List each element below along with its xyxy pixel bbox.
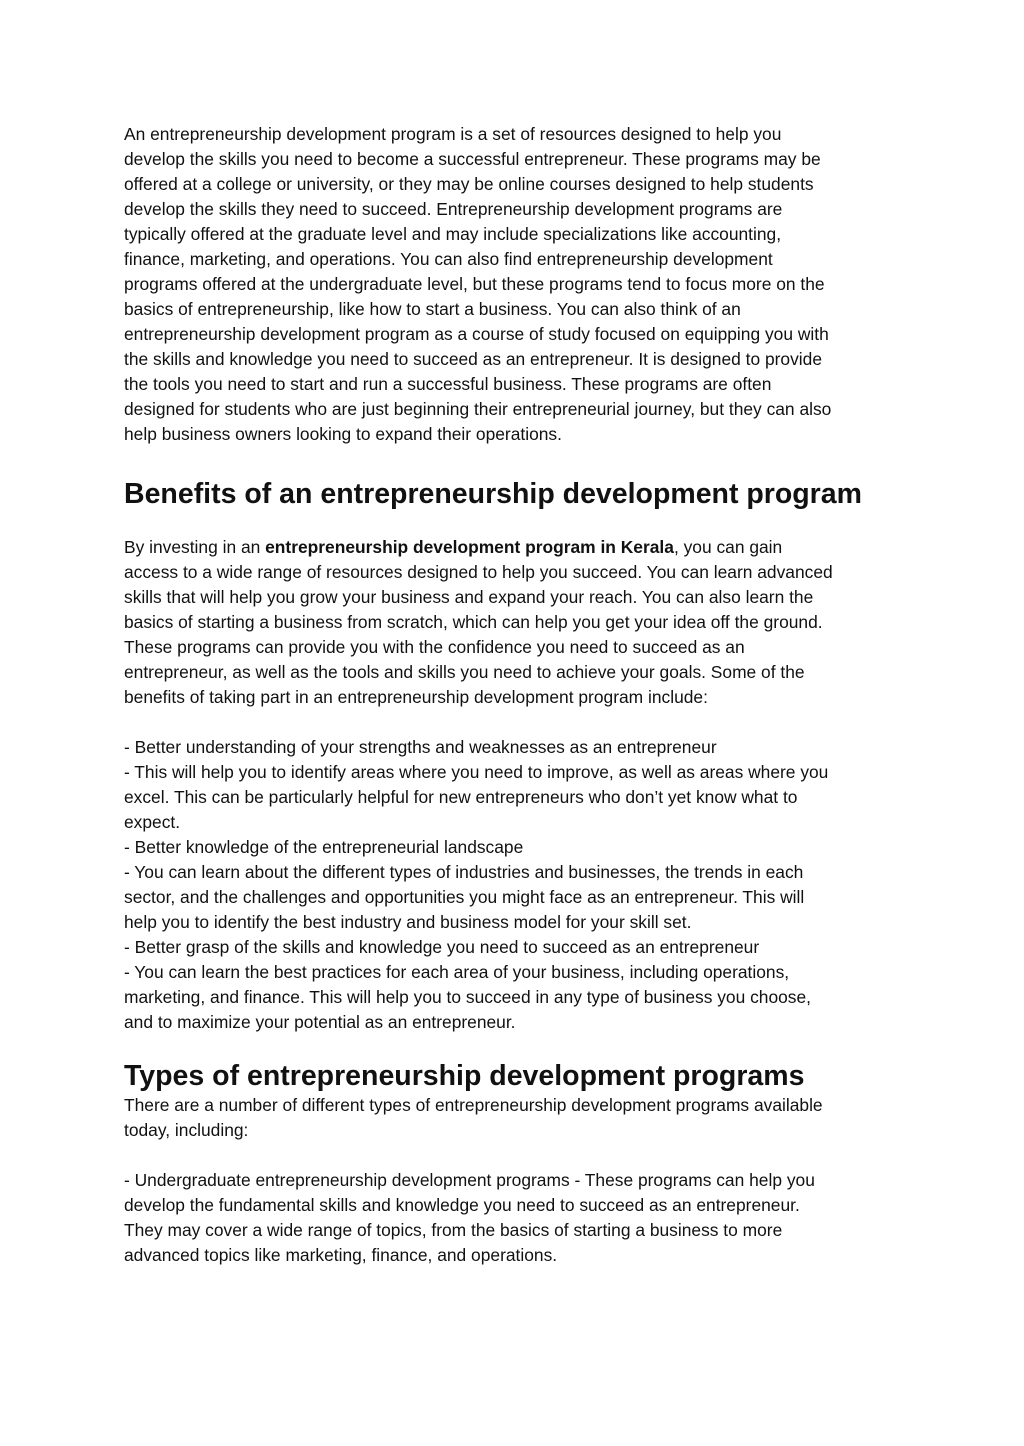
text-line: entrepreneur, as well as the tools and skills you need to achieve your goals. Some of the — [124, 662, 805, 682]
text-line: access to a wide range of resources designed to help you succeed. You can learn advanced — [124, 562, 833, 582]
list-item: - You can learn about the different types of industries and businesses, the trends in each — [124, 862, 804, 882]
text-line: typically offered at the graduate level and may include specializations like accounting, — [124, 224, 782, 244]
benefits-paragraph — [124, 535, 904, 710]
text-line — [124, 535, 904, 560]
list-item: - Better knowledge of the entrepreneurial landscape — [124, 837, 524, 857]
text-line: basics of starting a business from scratch, which can help you get your idea off the ground. — [124, 612, 823, 632]
text-line: develop the skills you need to become a successful entrepreneur. These programs may be — [124, 149, 821, 169]
text-line: develop the skills they need to succeed. Entrepreneurship development programs are — [124, 199, 783, 219]
text-line: skills that will help you grow your business and expand your reach. You can also learn the — [124, 587, 814, 607]
text-line: An entrepreneurship development program is a set of resources designed to help you — [124, 124, 782, 144]
list-item: help you to identify the best industry and business model for your skill set. — [124, 912, 692, 932]
list-item: expect. — [124, 812, 181, 832]
benefits-list — [124, 735, 904, 1035]
types-paragraph — [124, 1093, 904, 1143]
list-item: and to maximize your potential as an entrepreneur. — [124, 1012, 516, 1032]
text-line: today, including: — [124, 1120, 249, 1140]
list-item: - This will help you to identify areas where you need to improve, as well as areas where you — [124, 762, 829, 782]
text-line: designed for students who are just beginning their entrepreneurial journey, but they can also — [124, 399, 832, 419]
text-line: These programs can provide you with the confidence you need to succeed as an — [124, 637, 745, 657]
benefits-heading: Benefits of an entrepreneurship development program — [124, 478, 862, 510]
types-list — [124, 1168, 904, 1268]
text-line: finance, marketing, and operations. You can also find entrepreneurship development — [124, 249, 773, 269]
list-item: excel. This can be particularly helpful for new entrepreneurs who don’t yet know what to — [124, 787, 798, 807]
text-line: help business owners looking to expand their operations. — [124, 424, 562, 444]
list-item: sector, and the challenges and opportunities you might face as an entrepreneur. This will — [124, 887, 805, 907]
list-item: - Better grasp of the skills and knowledge you need to succeed as an entrepreneur — [124, 937, 760, 957]
text-line: programs offered at the undergraduate level, but these programs tend to focus more on the — [124, 274, 825, 294]
list-item: - Better understanding of your strengths and weaknesses as an entrepreneur — [124, 737, 717, 757]
text-line: the tools you need to start and run a successful business. These programs are often — [124, 374, 772, 394]
list-item: marketing, and finance. This will help you to succeed in any type of business you choose, — [124, 987, 812, 1007]
text-line: benefits of taking part in an entrepreneurship development program include: — [124, 687, 708, 707]
list-item: develop the fundamental skills and knowledge you need to succeed as an entrepreneur. — [124, 1195, 800, 1215]
text-run: By investing in an — [124, 537, 266, 557]
text-line: There are a number of different types of entrepreneurship development programs available — [124, 1095, 823, 1115]
text-line: basics of entrepreneurship, like how to start a business. You can also think of an — [124, 299, 741, 319]
list-item: advanced topics like marketing, finance, and operations. — [124, 1245, 558, 1265]
text-line: entrepreneurship development program as a course of study focused on equipping you with — [124, 324, 829, 344]
text-run: , you can gain — [673, 537, 783, 557]
document-page — [124, 122, 904, 1268]
list-item: - You can learn the best practices for each area of your business, including operations, — [124, 962, 790, 982]
intro-paragraph — [124, 122, 904, 447]
list-item: - Undergraduate entrepreneurship development programs - These programs can help you — [124, 1170, 815, 1190]
list-item: They may cover a wide range of topics, from the basics of starting a business to more — [124, 1220, 783, 1240]
text-line: the skills and knowledge you need to succeed as an entrepreneur. It is designed to provide — [124, 349, 823, 369]
text-line: offered at a college or university, or they may be online courses designed to help students — [124, 174, 814, 194]
types-heading: Types of entrepreneurship development programs — [124, 1060, 805, 1092]
bold-keyword: entrepreneurship development program in Kerala — [265, 537, 674, 557]
